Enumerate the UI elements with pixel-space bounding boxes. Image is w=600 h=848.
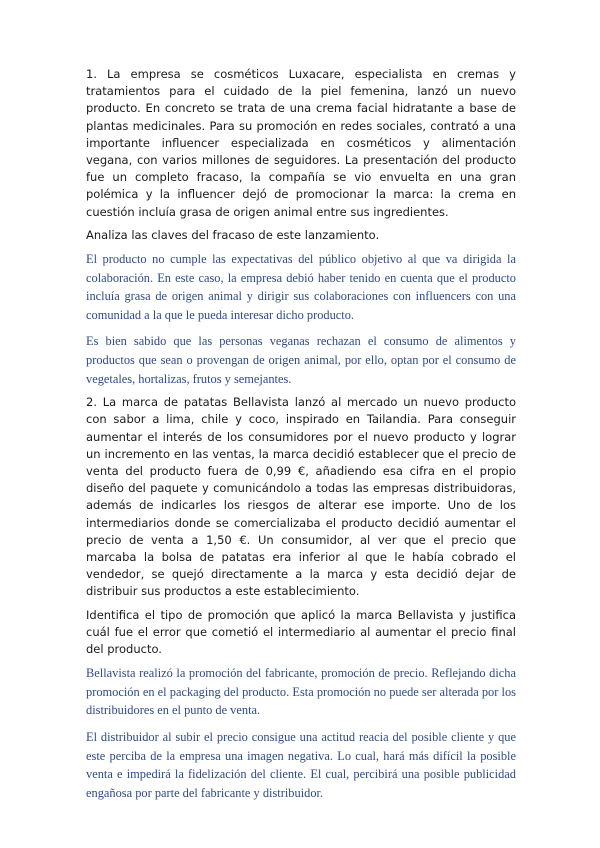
question-1-statement: 1. La empresa se cosméticos Luxacare, especialista en cremas y tratamientos para el cuidado de la piel femenina, lanzó un nuevo producto. En concreto se trata de una crema facial hidratante a base de plantas medicinales. Para su promoción en redes sociales, contrató a una importante influencer especializada en cosméticos y alimentación vegana, con varios millones de seguidores. La presentación del producto fue un completo fracaso, la compañía se vio envuelta en una gran polémica y la influencer dejó de promocionar la marca: la crema en cuestión incluía grasa de origen animal entre sus ingredientes. [86,67,516,219]
answer-1-paragraph-2: Es bien sabido que las personas veganas rechazan el consumo de alimentos y productos que sean o provengan de origen animal, por ello, optan por el consumo de vegetales, hortalizas, frutos y semejantes. [86,334,516,386]
answer-1-paragraph-1: El producto no cumple las expectativas del público objetivo al que va dirigida la colaboración. En este caso, la empresa debió haber tenido en cuenta que el producto incluía grasa de origen animal y dirigir sus colaboraciones con influencers con una comunidad a la que le pueda interesar dicho producto. [86,252,516,322]
question-2-statement: 2. La marca de patatas Bellavista lanzó al mercado un nuevo producto con sabor a lima, chile y coco, inspirado en Tailandia. Para conseguir aumentar el interés de los consumidores por el nuevo producto y lograr un incremento en las ventas, la marca decidió establecer que el precio de venta del producto fuera de 0,99 €, añadiendo esa cifra en el propio diseño del paquete y comunicándolo a todas las empresas distribuidoras, además de indicarles los riesgos de alterar ese importe. Uno de los intermediarios donde se comercializaba el producto decidió aumentar el precio de venta a 1,50 €. Un consumidor, al ver que el precio que marcaba la bolsa de patatas era inferior al que le había cobrado el vendedor, se quejó directamente a la marca y esta decidió dejar de distribuir sus productos a este establecimiento. [86,395,516,599]
answer-2-paragraph-2: El distribuidor al subir el precio consigue una actitud reacia del posible cliente y que este perciba de la empresa una imagen negativa. Lo cual, hará más difícil la posible venta e impedirá la fidelización del cliente. El cual, percibirá una posible publicidad engañosa por parte del fabricante y distribuidor. [86,730,516,800]
question-1-prompt: Analiza las claves del fracaso de este lanzamiento. [86,227,380,242]
question-2-prompt: Identifica el tipo de promoción que aplicó la marca Bellavista y justifica cuál fue el error que cometió el intermediario al aumentar el precio final del producto. [86,607,516,657]
document-page [86,66,516,802]
answer-2-paragraph-1: Bellavista realizó la promoción del fabricante, promoción de precio. Reflejando dicha promoción en el packaging del producto. Esta promoción no puede ser alterada por los distribuidores en el punto de venta. [86,666,516,718]
